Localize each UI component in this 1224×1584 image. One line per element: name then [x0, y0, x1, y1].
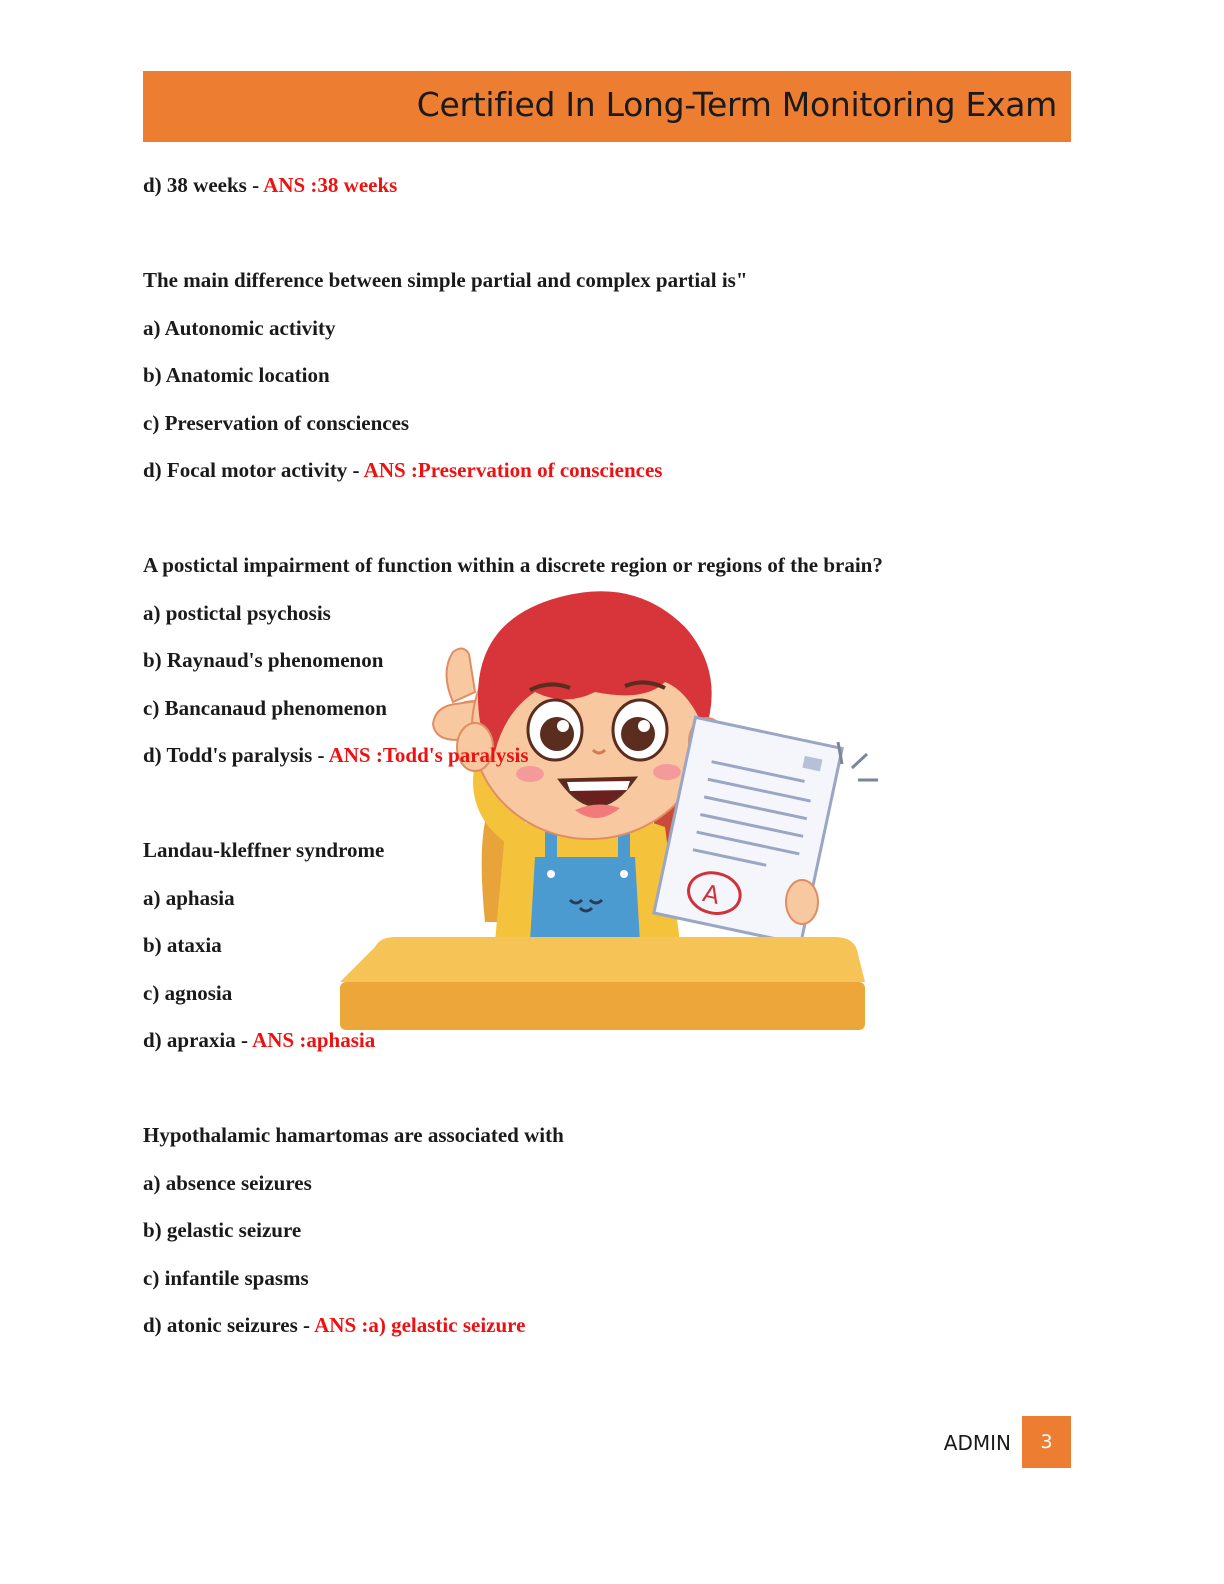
option-line: b) ataxia	[143, 933, 222, 957]
option-line: a) aphasia	[143, 885, 235, 910]
document-title: Certified In Long-Term Monitoring Exam	[416, 85, 1057, 124]
option-line: c) Bancanaud phenomenon	[143, 695, 387, 720]
option-line: d) atonic seizures - ANS :a) gelastic seizure	[143, 1313, 526, 1337]
option-line: c) Preservation of consciences	[143, 410, 410, 435]
option-line: a) absence seizures	[143, 1170, 312, 1195]
option-line: d) apraxia - ANS :aphasia	[143, 1028, 376, 1052]
answer-text: ANS :38 weeks	[263, 173, 398, 197]
page-number-badge: 3	[1022, 1416, 1071, 1468]
answer-text: ANS :Preservation of consciences	[363, 458, 663, 482]
footer-author: ADMIN	[943, 1431, 1011, 1455]
option-line: b) Raynaud's phenomenon	[143, 648, 384, 672]
question-list	[143, 170, 1063, 1358]
answer-text: ANS :a) gelastic seizure	[314, 1313, 526, 1337]
option-line: d) Todd's paralysis - ANS :Todd's paralysis	[143, 743, 529, 767]
question-text: A postictal impairment of function within a discrete region or regions of the brain?	[143, 553, 883, 577]
question-text: The main difference between simple partial and complex partial is"	[143, 268, 748, 292]
option-line: c) infantile spasms	[143, 1265, 309, 1290]
option-line: d) 38 weeks - ANS :38 weeks	[143, 173, 398, 197]
question-text: Hypothalamic hamartomas are associated with	[143, 1123, 564, 1147]
option-line: a) postictal psychosis	[143, 600, 331, 625]
answer-text: ANS :Todd's paralysis	[328, 743, 529, 767]
header-bar	[143, 71, 1071, 142]
grade-mark: A	[700, 879, 723, 910]
option-line: b) Anatomic location	[143, 363, 330, 387]
answer-text: ANS :aphasia	[252, 1028, 376, 1052]
option-line: b) gelastic seizure	[143, 1218, 302, 1242]
question-text: Landau-kleffner syndrome	[143, 838, 385, 862]
option-line: a) Autonomic activity	[143, 315, 336, 340]
option-line: d) Focal motor activity - ANS :Preservation of consciences	[143, 458, 663, 482]
option-line: c) agnosia	[143, 980, 233, 1005]
